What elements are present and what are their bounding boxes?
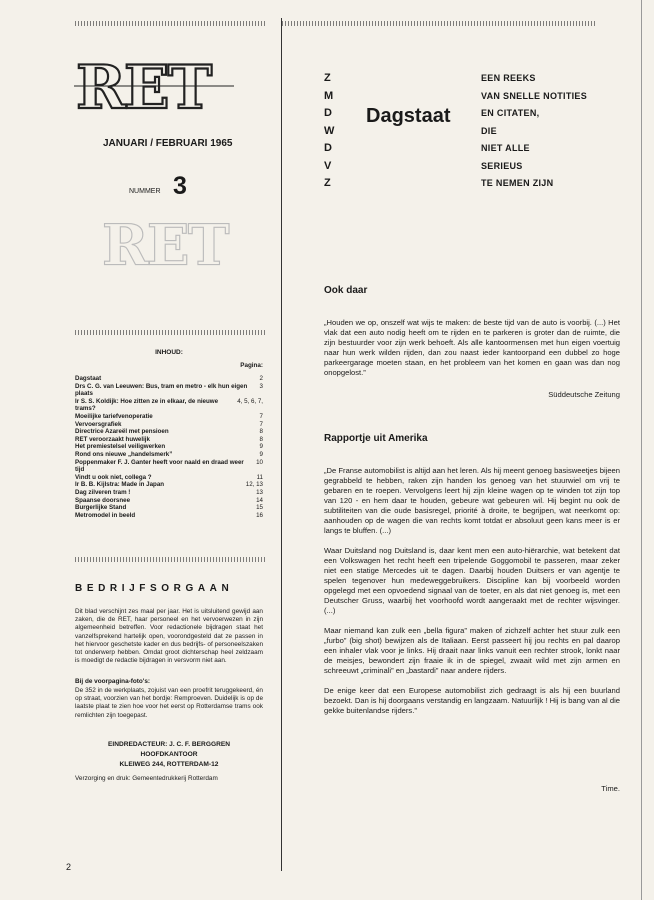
table-of-contents	[75, 349, 263, 519]
weekday-letter: Z	[324, 177, 331, 189]
toc-row	[75, 504, 263, 512]
toc-row	[75, 375, 263, 383]
article-paragraph: De enige keer dat een Europese automobilist zich gedraagt is als hij een buurland bezoekt. Dan is hij doorgaans verstandig en langzaam. Natuurlijk ! Hij is bang van al die gekke buitenlandse rijders.”	[324, 686, 620, 715]
article-title: Ook daar	[324, 285, 368, 296]
issue-number-label: NUMMER	[129, 188, 161, 195]
toc-item-title: Metromodel in beeld	[75, 511, 136, 519]
weekday-letters	[324, 70, 334, 193]
toc-item-title: Het premiestelsel veiligwerken	[75, 443, 166, 451]
toc-item-page: 16	[256, 511, 263, 519]
issue-date: JANUARI / FEBRUARI 1965	[103, 138, 233, 149]
toc-item-page: 9	[259, 450, 263, 458]
top-dotted-rule	[75, 21, 265, 26]
ret-logo-outline-light	[100, 220, 250, 270]
office-line: HOOFDKANTOOR	[140, 751, 198, 758]
address-line: KLEIWEG 244, ROTTERDAM-12	[119, 761, 219, 768]
issue-number-value: 3	[173, 172, 187, 200]
toc-item-title: Drs C. G. van Leeuwen: Bus, tram en metro - elk hun eigen plaats	[75, 382, 248, 398]
article-title: Rapportje uit Amerika	[324, 433, 428, 444]
toc-item-page: 4, 5, 6, 7,	[237, 397, 263, 405]
toc-item-page: 8	[259, 428, 263, 436]
article-paragraph: „De Franse automobilist is altijd aan het leren. Als hij meent genoeg basisweetjes bijeen gegrabbeld te hebben, raken zijn handen los genoeg van het stuurwiel om vrij te gebaren en te roepen. Vervolgens leert hij zijn kleine wagen op te winden tot zijn top van 120 - en hem daar te houden, gebeure wat gebeuren wil. Hij begint nu ook de subtiliteiten van die oude basisregel, priorité à droite, te begrijpen, wat neerkomt op: aanhouden op de wagen die van rechts komt totdat er absoluut geen kans meer is er langs te bluffen. (...)	[324, 466, 620, 535]
page-number: 2	[66, 862, 72, 872]
right-top-rule	[282, 21, 597, 26]
toc-item-title: RET veroorzaakt huwelijk	[75, 435, 150, 443]
tagline-line: EEN REEKS	[481, 73, 536, 83]
weekday-letter: W	[324, 124, 335, 137]
editor-line: EINDREDACTEUR: J. C. F. BERGGREN	[108, 741, 230, 748]
weekday-letter: M	[324, 89, 334, 102]
tagline-line: TE NEMEN ZIJN	[481, 178, 554, 188]
toc-item-title: Poppenmaker F. J. Ganter heeft voor naald en draad weer tijd	[75, 458, 244, 474]
page-edge-line	[641, 0, 642, 900]
article-paragraph: Waar Duitsland nog Duitsland is, daar kent men een auto-hiërarchie, wat betekent dat een Volkswagen het recht heeft een tripelende Goggomobil te passeren, maar zeker niet een statige Mercedes uit te dagen. Daarbij houden Duitsers er van agentje te spelen tegenover hun medeweggebruikers. Discipline kan bij voorbeeld worden opgelegd met een opvoedend signaal van de toeter, en als dat niet genoeg is, met een Deutscher Gruss, waarbij het voorhoofd wordt aangeraakt met de rechter wijsvinger. (...)	[324, 546, 620, 615]
weekday-letter: D	[324, 107, 332, 119]
toc-item-page: 8	[259, 435, 263, 443]
article-paragraph: „Houden we op, onszelf wat wijs te maken: de beste tijd van de auto is voorbij. (...) Het vlak dat een auto nodig heeft om te rijden en te parkeren is groter dan de ruimte, die zijn bestuurder voor zijn werk behoeft. Als alle kantoormensen met hun eigen voertuig naar hun werk wilden rijden, dan zou naast ieder kantoorpand een dubbel zo hoge parkeergarage moeten staan, en het probleem van het komen en gaan was dan nog onopgelost.”	[324, 318, 620, 377]
toc-row	[75, 512, 263, 520]
toc-item-page: 7	[259, 420, 263, 428]
dagstaat-title: Dagstaat	[366, 105, 451, 127]
ret-logo-outline-bold	[74, 62, 234, 112]
toc-item-title: Rond ons nieuwe „handelsmerk”	[75, 450, 173, 458]
toc-item-title: Dag zilveren tram !	[75, 488, 131, 496]
toc-item-page: 11	[256, 473, 263, 481]
bedrijfsorgaan-heading: BEDRIJFSORGAAN	[75, 583, 234, 594]
toc-item-title: Dagstaat	[75, 375, 102, 382]
article-paragraph: Maar niemand kan zulk een „bella figura” maken of zichzelf achter het stuur zulk een „furbo” (big shot) bewijzen als de Italiaan. Eerst passeert hij jou rechts en pal daarop een inhaler vlak voor je links. Hij draait naar links vanuit een rechter strook, lonkt naar de meisjes, bewondert zijn fraaie ik in de spiegel, zwaait wild met zijn armen en schreeuwt „criminali” en „bastardi” naar andere rijders.	[324, 626, 620, 675]
dagstaat-tagline	[481, 70, 587, 193]
toc-item-title: Directrice Azareël met pensioen	[75, 428, 169, 436]
photos-text: De 352 in de werkplaats, zojuist van een proefrit teruggekeerd, én op straat, voorzien van het bordje: Remproeven. Duidelijk is op de laatste plaat te zien hoe voor het eerst op Rotterdamse trams ook remlichten zijn toegepast.	[75, 687, 263, 719]
article-body	[324, 318, 620, 388]
toc-item-title: Vindt u ook niet, collega ?	[75, 473, 152, 481]
toc-item-page: 10	[256, 458, 263, 466]
toc-item-page: 13	[256, 488, 263, 496]
toc-item-page: 7	[259, 412, 263, 420]
toc-row	[75, 383, 263, 398]
tagline-line: DIE	[481, 125, 497, 136]
toc-item-page: 15	[256, 504, 263, 512]
toc-item-page: 2	[259, 375, 263, 382]
toc-item-title: Spaanse doorsnee	[75, 496, 131, 504]
article-body	[324, 466, 620, 726]
toc-row	[75, 474, 263, 482]
toc-row	[75, 436, 263, 444]
toc-item-page: 14	[256, 496, 263, 504]
tagline-line: VAN SNELLE NOTITIES	[481, 90, 588, 101]
toc-list	[75, 375, 263, 519]
toc-row	[75, 481, 263, 489]
toc-item-title: Vervoersgrafiek	[75, 420, 122, 428]
toc-row	[75, 497, 263, 505]
svg-text:RET: RET	[76, 62, 211, 112]
toc-item-page: 12, 13	[245, 481, 263, 489]
svg-text:RET: RET	[101, 220, 228, 270]
article-source: Time.	[601, 784, 620, 793]
tagline-line: SERIEUS	[481, 160, 523, 171]
toc-row	[75, 451, 263, 459]
toc-bottom-rule	[75, 557, 265, 562]
article-source: Süddeutsche Zeitung	[548, 390, 620, 399]
photos-heading: Bij de voorpagina-foto's:	[75, 678, 151, 685]
toc-item-title: Ir S. S. Koldijk: Hoe zitten ze in elkaar, de nieuwe trams?	[75, 397, 219, 413]
tagline-line: NIET ALLE	[481, 143, 530, 153]
toc-row	[75, 428, 263, 436]
toc-item-title: Burgerlijke Stand	[75, 504, 127, 512]
column-divider	[281, 18, 282, 871]
toc-row	[75, 398, 263, 413]
toc-item-page: 3	[259, 382, 263, 390]
printer-credit: Verzorging en druk: Gemeentedrukkerij Rotterdam	[75, 775, 218, 782]
toc-row	[75, 489, 263, 497]
toc-row	[75, 443, 263, 451]
bedrijfsorgaan-intro: Dit blad verschijnt zes maal per jaar. Het is uitsluitend gewijd aan zaken, die de RET, haar personeel en het vervoerwezen in zijn algemeenheid betreffen. Voor redactionele bijdragen staat het vanzelfsprekend hartelijk open, voorondgesteld dat ze passen in het hiervoor geschetste kader en dus bedrijfs- of personeelszaken tot onderwerp hebben. Omdat groot dichterschap heel zeldzaam is moedigt de redactie bijdragen in versvorm niet aan.	[75, 608, 263, 665]
toc-item-page: 9	[259, 443, 263, 451]
toc-item-title: Moeilijke tariefvenoperatie	[75, 412, 153, 420]
weekday-letter: Z	[324, 72, 331, 84]
toc-heading: INHOUD:	[155, 349, 183, 356]
toc-top-rule	[75, 330, 265, 335]
toc-page-label: Pagina:	[240, 362, 263, 369]
toc-row	[75, 421, 263, 429]
toc-row	[75, 413, 263, 421]
weekday-letter: V	[324, 159, 332, 172]
weekday-letter: D	[324, 142, 332, 154]
tagline-line: EN CITATEN,	[481, 108, 540, 118]
editor-block	[75, 740, 263, 770]
toc-row	[75, 459, 263, 474]
toc-item-title: Ir B. B. Kijlstra: Made in Japan	[75, 481, 165, 489]
